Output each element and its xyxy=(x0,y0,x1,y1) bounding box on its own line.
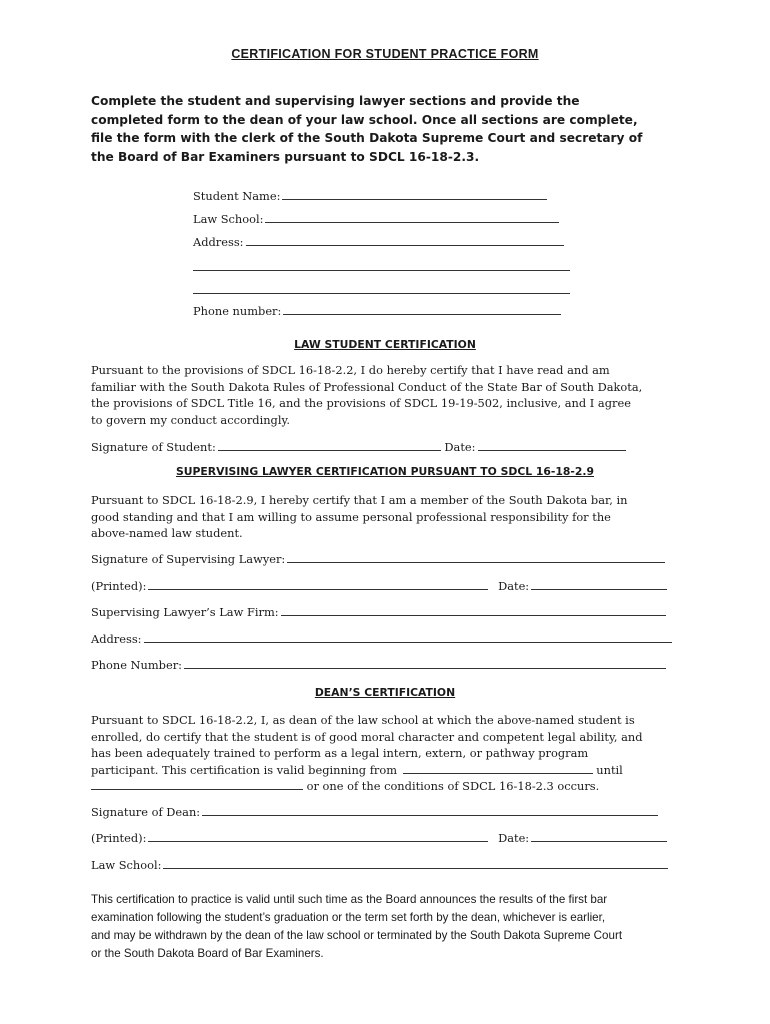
student-address-line-2[interactable] xyxy=(193,270,570,271)
supervising-phone-label: Phone Number: xyxy=(91,658,182,672)
dean-school-line[interactable] xyxy=(163,867,668,869)
paragraph-line: has been adequately trained to perform as a legal intern, extern, or pathway program xyxy=(91,746,589,760)
student-address-field[interactable] xyxy=(193,235,564,249)
dean-date-label: Date: xyxy=(498,831,530,845)
supervising-heading: SUPERVISING LAWYER CERTIFICATION PURSUANT TO SDCL 16-18-2.9 xyxy=(175,465,595,478)
valid-until-line[interactable] xyxy=(91,788,303,790)
law-school-line[interactable] xyxy=(265,221,559,223)
student-signature-row[interactable] xyxy=(91,440,626,454)
law-school-field[interactable] xyxy=(193,212,559,226)
intro-line: the Board of Bar Examiners pursuant to SDCL 16-18-2.3. xyxy=(91,149,480,164)
student-date-label: Date: xyxy=(444,440,476,454)
law-student-paragraph xyxy=(91,362,642,428)
student-address-label: Address: xyxy=(193,235,244,249)
student-address-line[interactable] xyxy=(246,244,564,246)
paragraph-line: the provisions of SDCL Title 16, and the provisions of SDCL 19-19-502, inclusive, and I agree xyxy=(91,396,631,410)
supervising-firm-row[interactable] xyxy=(91,605,666,619)
student-name-label: Student Name: xyxy=(193,189,281,203)
dean-printed-line[interactable] xyxy=(148,840,488,842)
dean-signature-label: Signature of Dean: xyxy=(91,805,201,819)
supervising-printed-row[interactable] xyxy=(91,579,667,593)
paragraph-line: above-named law student. xyxy=(91,526,243,540)
intro-line: Complete the student and supervising lawyer sections and provide the xyxy=(91,94,580,108)
paragraph-line: to govern my conduct accordingly. xyxy=(91,412,291,427)
supervising-signature-label: Signature of Supervising Lawyer: xyxy=(91,552,286,566)
conditions-text: or one of the conditions of SDCL 16-18-2.3 occurs. xyxy=(306,779,600,793)
dean-printed-label: (Printed): xyxy=(91,831,147,845)
dean-heading: DEAN’S CERTIFICATION xyxy=(314,686,456,699)
dean-signature-line[interactable] xyxy=(202,814,658,816)
validity-note xyxy=(91,891,622,963)
supervising-printed-label: (Printed): xyxy=(91,579,147,593)
supervising-firm-line[interactable] xyxy=(281,614,666,616)
dean-printed-row[interactable] xyxy=(91,831,667,845)
student-phone-line[interactable] xyxy=(283,313,561,315)
valid-until-text: until xyxy=(596,762,623,777)
supervising-date-line[interactable] xyxy=(531,588,667,590)
dean-validity-line xyxy=(91,762,643,779)
dean-paragraph xyxy=(91,712,643,795)
intro-line: file the form with the clerk of the South Dakota Supreme Court and secretary of xyxy=(91,131,643,145)
intro-instructions xyxy=(91,92,691,166)
supervising-paragraph xyxy=(91,492,627,542)
note-line: and may be withdrawn by the dean of the law school or terminated by the South Dakota Supreme Court xyxy=(91,929,623,942)
valid-from-text: participant. This certification is valid beginning from xyxy=(91,762,398,777)
supervising-printed-line[interactable] xyxy=(148,588,488,590)
supervising-address-line[interactable] xyxy=(144,641,672,643)
form-title: CERTIFICATION FOR STUDENT PRACTICE FORM xyxy=(231,47,539,61)
paragraph-line: enrolled, do certify that the student is of good moral character and competent legal ability, and xyxy=(91,729,643,744)
student-date-line[interactable] xyxy=(478,449,626,451)
note-line: examination following the student’s graduation or the term set forth by the dean, whichever is earlier, xyxy=(91,911,606,924)
intro-line: completed form to the dean of your law school. Once all sections are complete, xyxy=(91,112,638,127)
student-signature-label: Signature of Student: xyxy=(91,440,216,454)
supervising-date-label: Date: xyxy=(498,579,530,593)
student-phone-field[interactable] xyxy=(193,304,561,318)
paragraph-line: familiar with the South Dakota Rules of Professional Conduct of the State Bar of South Dakota, xyxy=(91,379,643,394)
supervising-phone-line[interactable] xyxy=(184,667,666,669)
student-name-field[interactable] xyxy=(193,189,547,203)
student-name-line[interactable] xyxy=(282,198,547,200)
dean-signature-row[interactable] xyxy=(91,805,658,819)
supervising-phone-row[interactable] xyxy=(91,658,666,672)
supervising-address-row[interactable] xyxy=(91,632,672,646)
valid-from-line[interactable] xyxy=(403,772,593,774)
student-signature-line[interactable] xyxy=(218,449,441,451)
paragraph-line: good standing and that I am willing to assume personal professional responsibility for the xyxy=(91,509,611,524)
dean-conditions-line xyxy=(91,778,643,795)
law-student-heading: LAW STUDENT CERTIFICATION xyxy=(294,338,476,351)
supervising-signature-row[interactable] xyxy=(91,552,665,566)
supervising-firm-label: Supervising Lawyer’s Law Firm: xyxy=(91,605,279,619)
paragraph-line: Pursuant to the provisions of SDCL 16-18-2.2, I do hereby certify that I have read and am xyxy=(91,363,610,377)
student-phone-label: Phone number: xyxy=(193,304,282,318)
note-line: or the South Dakota Board of Bar Examiners. xyxy=(91,947,324,960)
paragraph-line: Pursuant to SDCL 16-18-2.2, I, as dean of the law school at which the above-named student is xyxy=(91,713,635,727)
dean-date-line[interactable] xyxy=(531,840,667,842)
supervising-signature-line[interactable] xyxy=(287,561,665,563)
student-address-line-3[interactable] xyxy=(193,293,570,294)
supervising-address-label: Address: xyxy=(91,632,142,646)
law-school-label: Law School: xyxy=(193,212,264,226)
paragraph-line: Pursuant to SDCL 16-18-2.9, I hereby certify that I am a member of the South Dakota bar, in xyxy=(91,493,628,507)
dean-school-row[interactable] xyxy=(91,858,668,872)
dean-school-label: Law School: xyxy=(91,858,162,872)
note-line: This certification to practice is valid until such time as the Board announces the results of the first bar xyxy=(91,893,608,906)
